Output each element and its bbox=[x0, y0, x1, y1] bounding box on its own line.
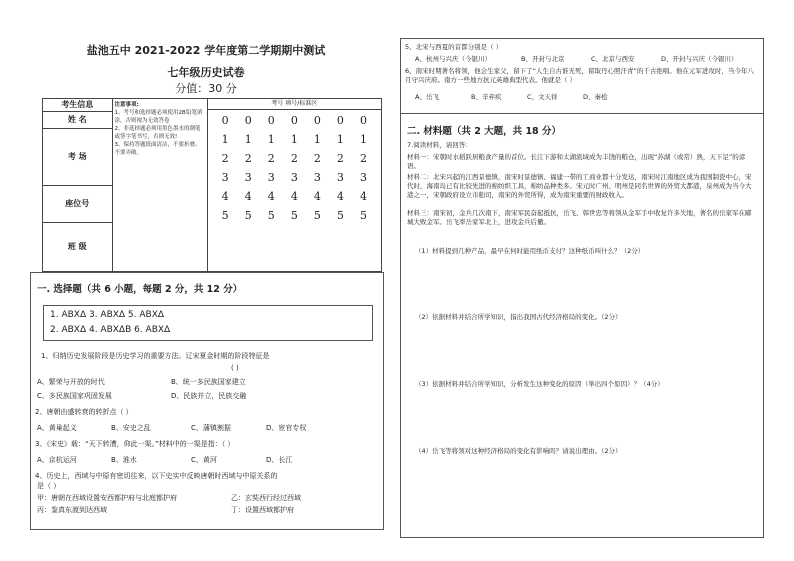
digit-bubble[interactable]: 3 bbox=[267, 171, 275, 184]
digit-bubble[interactable]: 4 bbox=[336, 190, 344, 203]
q2-option: B、安史之乱 bbox=[111, 424, 151, 432]
digit-bubble[interactable]: 3 bbox=[221, 171, 229, 184]
digit-bubble[interactable]: 4 bbox=[359, 190, 367, 203]
section-choice bbox=[30, 272, 384, 530]
digit-bubble[interactable]: 4 bbox=[290, 190, 298, 203]
question-5: 5、北宋与西夏的首都分别是（ ） bbox=[405, 43, 503, 51]
digit-bubble[interactable]: 1 bbox=[267, 133, 275, 146]
material-1: 材料一：宋朝时水稻跃居粮食产量的首位。长江下游和太湖流域成为丰饶的粮仓，出现“苏湖（或常）熟，天下足”的谚语。 bbox=[407, 153, 746, 170]
exam-number-bubble-grid[interactable] bbox=[207, 99, 381, 272]
digit-bubble[interactable]: 2 bbox=[336, 152, 344, 165]
q4-option: 丁：设置西域都护府 bbox=[231, 506, 294, 514]
digit-bubble[interactable]: 0 bbox=[336, 114, 344, 127]
q5-option: D、开封与兴庆（今银川） bbox=[661, 55, 738, 63]
notes-title: 注意事项: bbox=[114, 102, 139, 108]
question-6: 6、南宋时期著名将领，他会生家父，留下了“人生自古谁无死，留取丹心照汗青”的千古绝唱。他在元军进攻时，当今年八月守兴庆府。南方一些地方抗元英雄典型代表。他就是（ ） bbox=[405, 67, 754, 84]
digit-bubble[interactable]: 0 bbox=[244, 114, 252, 127]
digit-bubble[interactable]: 5 bbox=[359, 209, 367, 222]
question-7: 7.阅读材料，请回答： bbox=[407, 141, 472, 149]
q3-option: C、黄河 bbox=[191, 456, 217, 464]
q2-option: C、藩镇割据 bbox=[191, 424, 231, 432]
digit-bubble[interactable]: 3 bbox=[336, 171, 344, 184]
answer-area-4[interactable] bbox=[415, 461, 745, 531]
q5-option: C、北京与西安 bbox=[591, 55, 635, 63]
seat-label: 座位号 bbox=[43, 186, 113, 223]
student-info-table bbox=[42, 98, 382, 272]
digit-bubble[interactable]: 2 bbox=[244, 152, 252, 165]
question-4: 4、历史上，西域与中原有密切往来，以下史实中反映唐朝时西域与中原关系的 bbox=[35, 472, 278, 480]
digit-bubble[interactable]: 1 bbox=[336, 133, 344, 146]
answer-sheet-box[interactable] bbox=[43, 305, 373, 341]
note-item: 3、保持答题纸面清洁，不要折叠、不要弄破。 bbox=[114, 142, 201, 156]
digit-bubble[interactable]: 5 bbox=[336, 209, 344, 222]
digit-bubble[interactable]: 0 bbox=[290, 114, 298, 127]
q2-option: A、黄巢起义 bbox=[37, 424, 77, 432]
q1-option: B、统一多民族国家建立 bbox=[171, 378, 246, 386]
digit-bubble[interactable]: 3 bbox=[290, 171, 298, 184]
digit-bubble[interactable]: 0 bbox=[359, 114, 367, 127]
sub-question-2: （2）依据材料并结合所学知识，指出我国古代经济格局的变化。（2分） bbox=[415, 313, 622, 321]
answer-area-1[interactable] bbox=[415, 261, 745, 309]
bubble-digits[interactable] bbox=[208, 110, 381, 226]
question-1-blank: ( ) bbox=[231, 364, 239, 372]
section-material-title: 二. 材料题（共 2 大题，共 18 分） bbox=[407, 126, 561, 137]
digit-bubble[interactable]: 2 bbox=[359, 152, 367, 165]
digit-bubble[interactable]: 5 bbox=[290, 209, 298, 222]
answer-row[interactable]: 2. ABXΔ 4. ABXΔB 6. ABXΔ bbox=[50, 325, 171, 335]
q3-option: A、京杭运河 bbox=[37, 456, 77, 464]
section-choice-title: 一. 选择题（共 6 小题，每题 2 分，共 12 分） bbox=[37, 284, 243, 295]
q6-option: A、岳飞 bbox=[415, 93, 439, 101]
answer-row[interactable]: 1. ABXΔ 3. ABXΔ 5. ABXΔ bbox=[50, 310, 165, 320]
q6-option: D、秦桧 bbox=[583, 93, 608, 101]
name-label: 姓 名 bbox=[43, 112, 113, 129]
digit-bubble[interactable]: 5 bbox=[313, 209, 321, 222]
digit-bubble[interactable]: 5 bbox=[267, 209, 275, 222]
question-1: 1、归纳历史发展阶段是历史学习的重要方法。辽宋夏金时期的阶段特征是 bbox=[41, 352, 270, 360]
room-label: 考 场 bbox=[43, 129, 113, 186]
q1-option: C、多民族国家巩固发展 bbox=[37, 392, 112, 400]
digit-bubble[interactable]: 2 bbox=[313, 152, 321, 165]
q4-option: 丙：鉴真东渡到达西域 bbox=[37, 506, 107, 514]
digit-bubble[interactable]: 0 bbox=[221, 114, 229, 127]
digit-bubble[interactable]: 4 bbox=[267, 190, 275, 203]
score-label: 分值：30 分 bbox=[175, 82, 237, 95]
bubble-header: 考号 填号/标准区 bbox=[208, 99, 381, 110]
q5-option: B、开封与北京 bbox=[521, 55, 565, 63]
question-4-tail: 是（ ） bbox=[37, 482, 61, 490]
digit-bubble[interactable]: 1 bbox=[244, 133, 252, 146]
digit-bubble[interactable]: 4 bbox=[221, 190, 229, 203]
sub-question-3: （3）依据材料并结合所学知识，分析发生这种变化的原因（举出四个原因）？（4分） bbox=[415, 380, 664, 388]
q1-option: A、繁荣与开放的时代 bbox=[37, 378, 105, 386]
digit-bubble[interactable]: 2 bbox=[290, 152, 298, 165]
exam-title: 盐池五中 2021-2022 学年度第二学期期中测试 bbox=[86, 44, 326, 57]
digit-bubble[interactable]: 0 bbox=[267, 114, 275, 127]
q5-option: A、杭州与兴庆（今银川） bbox=[415, 55, 491, 63]
digit-bubble[interactable]: 1 bbox=[313, 133, 321, 146]
material-3: 材料三：南宋初，金兵几次南下，南宋军民奋起抵抗，岳飞、韩世忠等将领从金军手中收复许多失地，著名的岳家军在郾城大败金军。岳飞率岳家军北上，进攻金兵后撤。 bbox=[407, 209, 752, 226]
note-item: 1、考号和选择题必须使用2B铅笔填涂，否则视为无效答卷 bbox=[114, 110, 203, 124]
q4-option: 乙：玄奘西行经过西域 bbox=[231, 494, 301, 502]
note-item: 2、非选择题必须用黑色墨水的钢笔或签字笔书写，否则无效! bbox=[114, 126, 201, 140]
material-2: 材料二：北宋兴起的江西景德镇，南宋时景德镇、福建一带的工商业都十分发达，南宋时江南地区成为我国制瓷中心，宋代时，海南岛已有比较先进的棉纺织工具，棉纺品种类多。宋元时广州、明州是同名世界的外贸大都港，泉州成为当今大港之一，宋朝政府设立市舶司，南宋的外贸所得，成为南宋重要的财政收入。 bbox=[407, 173, 752, 199]
question-2: 2、唐朝由盛转衰的转折点（ ） bbox=[35, 408, 133, 416]
digit-bubble[interactable]: 3 bbox=[313, 171, 321, 184]
digit-bubble[interactable]: 3 bbox=[244, 171, 252, 184]
subject-title: 七年级历史试卷 bbox=[167, 66, 245, 79]
answer-area-3[interactable] bbox=[415, 394, 745, 444]
sub-question-4: （4）岳飞等将领对这种经济格局的变化有影响吗？请说出理由。（2分） bbox=[415, 447, 622, 455]
q1-option: D、民族并立，民族交融 bbox=[171, 392, 247, 400]
digit-bubble[interactable]: 5 bbox=[221, 209, 229, 222]
q4-option: 甲：唐朝在西域设置安西都护府与北庭都护府 bbox=[37, 494, 177, 502]
digit-bubble[interactable]: 3 bbox=[359, 171, 367, 184]
q6-option: B、辛弃疾 bbox=[471, 93, 502, 101]
section-divider bbox=[401, 113, 763, 114]
q3-option: B、淮水 bbox=[111, 456, 137, 464]
q2-option: D、宦官专权 bbox=[266, 424, 307, 432]
q6-option: C、文天祥 bbox=[527, 93, 558, 101]
info-header: 考生信息 bbox=[43, 99, 113, 112]
digit-bubble[interactable]: 1 bbox=[221, 133, 229, 146]
right-panel bbox=[400, 38, 764, 538]
digit-bubble[interactable]: 1 bbox=[290, 133, 298, 146]
class-label: 班 级 bbox=[43, 223, 113, 272]
digit-bubble[interactable]: 2 bbox=[267, 152, 275, 165]
digit-bubble[interactable]: 2 bbox=[221, 152, 229, 165]
q3-option: D、长江 bbox=[266, 456, 293, 464]
digit-bubble[interactable]: 4 bbox=[244, 190, 252, 203]
answer-area-2[interactable] bbox=[415, 327, 745, 377]
left-panel bbox=[30, 30, 382, 530]
digit-bubble[interactable]: 4 bbox=[313, 190, 321, 203]
notes-box bbox=[112, 99, 207, 272]
digit-bubble[interactable]: 0 bbox=[313, 114, 321, 127]
digit-bubble[interactable]: 1 bbox=[359, 133, 367, 146]
sub-question-1: （1）材料提到几种产品，最早在何时能用纸币支付？这种纸币叫什么？（2分） bbox=[415, 247, 645, 255]
digit-bubble[interactable]: 5 bbox=[244, 209, 252, 222]
question-3: 3、《宋史》载：“天下转漕，仰此一渠。”材料中的一渠是指：（ ） bbox=[35, 440, 235, 448]
